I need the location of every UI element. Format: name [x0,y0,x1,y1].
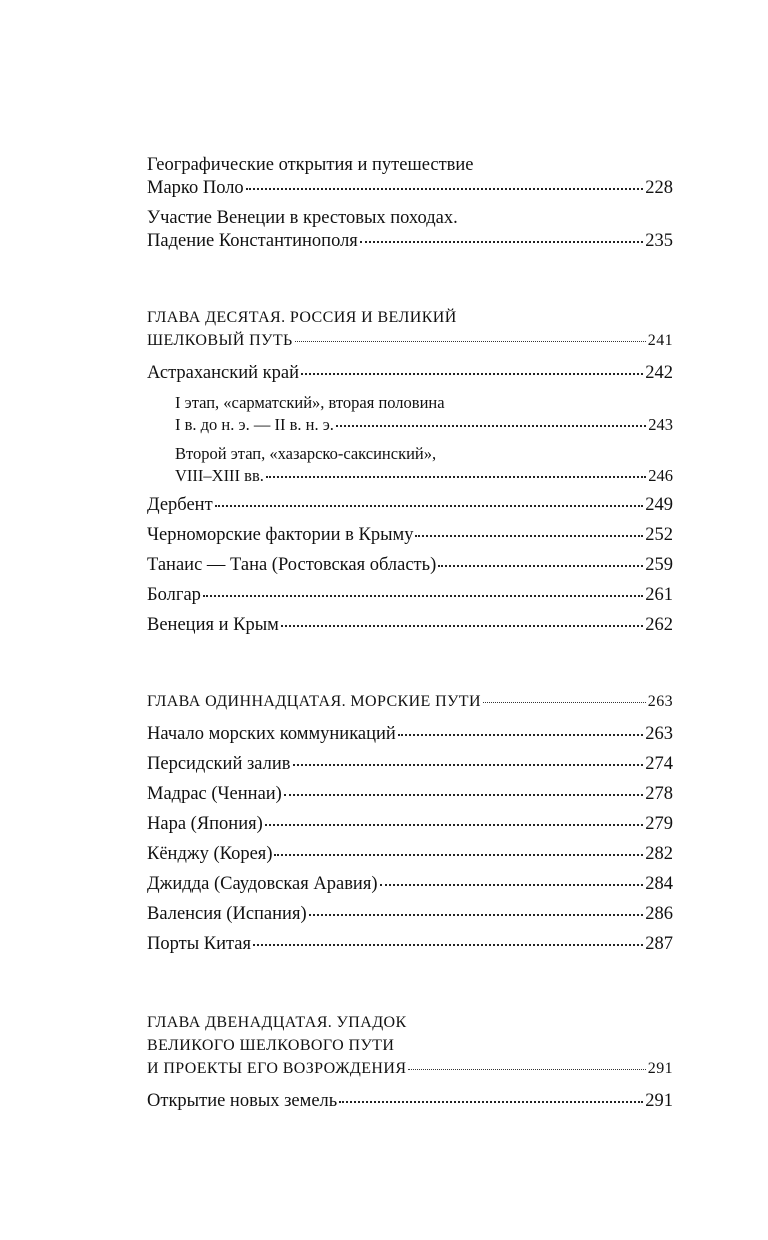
entry-leader-row [147,524,673,547]
entry-leader-row [147,554,673,577]
toc-subentry [147,392,673,436]
toc-entry [147,783,673,806]
entry-title-line: Кёнджу (Корея) [147,844,273,864]
page-number: 286 [645,904,673,924]
entry-title-line: Астраханский край [147,363,299,383]
page-number: 243 [648,415,673,434]
page-number: 249 [645,495,673,515]
dot-leader [246,187,644,190]
entry-leader-row [147,329,673,352]
dot-leader [398,733,643,736]
toc-entry [147,933,673,956]
toc-entry [147,723,673,746]
entry-leader-row [147,230,673,253]
page-number: 263 [647,693,673,710]
entry-leader-row [147,933,673,956]
dot-leader [281,624,643,627]
toc-entry [147,154,673,200]
toc-entry [147,813,673,836]
page-number: 259 [645,555,673,575]
dot-leader [284,793,643,796]
entry-title-line: I в. до н. э. — II в. н. э. [175,415,334,434]
entry-title-line: Порты Китая [147,934,252,954]
chapter-heading [147,690,673,713]
entry-title-line: Венеция и Крым [147,615,279,635]
entry-leader-row [175,465,673,487]
page-number: 228 [645,178,673,198]
entry-title-line: Персидский залив [147,754,291,774]
entry-title-line: Падение Константинополя [147,231,358,251]
entry-leader-row [147,753,673,776]
toc-entry [147,753,673,776]
dot-leader [215,504,644,507]
page-number: 291 [645,1091,673,1111]
entry-title-line: I этап, «сарматский», вторая половина [175,393,445,412]
page-number: 279 [645,814,673,834]
entry-leader-row [147,843,673,866]
dot-leader [301,372,643,375]
toc-entry [147,614,673,637]
page-number: 282 [645,844,673,864]
entry-title-line: Джидда (Саудовская Аравия) [147,874,378,894]
entry-title-line: Географические открытия и путешествие [147,155,474,175]
entry-leader-row [147,614,673,637]
entry-leader-row [147,813,673,836]
section-spacer [147,260,673,306]
entry-title-line: Валенсия (Испания) [147,904,307,924]
section-spacer [147,963,673,1011]
toc-entry [147,584,673,607]
entry-leader-row [147,783,673,806]
entry-title-line: Дербент [147,495,213,515]
toc-entry [147,843,673,866]
dot-leader [309,913,644,916]
entry-leader-row [147,177,673,200]
entry-leader-row [175,414,673,436]
entry-title-line: ГЛАВА ДЕСЯТАЯ. РОССИЯ И ВЕЛИКИЙ [147,309,457,326]
entry-title-line: Танаис — Тана (Ростовская область) [147,555,437,575]
page-number: 262 [645,615,673,635]
entry-leader-row [147,1090,673,1113]
entry-title-line: Участие Венеции в крестовых походах. [147,208,458,228]
entry-title-line: Марко Поло [147,178,244,198]
page-number: 278 [645,784,673,804]
entry-title-line: Черноморские фактории в Крыму [147,525,414,545]
entry-leader-row [147,494,673,517]
entry-title-line: И ПРОЕКТЫ ЕГО ВОЗРОЖДЕНИЯ [147,1060,407,1077]
dot-leader [266,475,646,478]
entry-leader-row [147,1057,673,1080]
toc-entry [147,1090,673,1113]
entry-title-line: ВЕЛИКОГО ШЕЛКОВОГО ПУТИ [147,1037,395,1054]
dot-leader [380,883,644,886]
entry-title-line: ГЛАВА ДВЕНАДЦАТАЯ. УПАДОК [147,1014,407,1031]
chapter-heading [147,306,673,352]
dot-leader [415,534,643,537]
section-spacer [147,644,673,690]
dot-leader [203,594,643,597]
entry-leader-row [147,723,673,746]
page-number: 261 [645,585,673,605]
entry-leader-row [147,903,673,926]
table-of-contents [147,154,673,1120]
entry-title-line: ШЕЛКОВЫЙ ПУТЬ [147,332,293,349]
dot-leader [360,240,643,243]
toc-subentry [147,443,673,487]
page-number: 274 [645,754,673,774]
toc-entry [147,524,673,547]
dot-leader [438,564,643,567]
entry-title-line: Мадрас (Ченнаи) [147,784,282,804]
page-number: 287 [645,934,673,954]
entry-title-line: VIII–XIII вв. [175,466,264,485]
entry-title-line: Болгар [147,585,201,605]
entry-title-line: Второй этап, «хазарско-саксинский», [175,444,437,463]
toc-entry [147,903,673,926]
toc-entry [147,494,673,517]
entry-leader-row [147,362,673,385]
entry-title-line: Начало морских коммуникаций [147,724,396,744]
dot-leader [274,853,643,856]
dot-leader [295,340,646,342]
entry-leader-row [147,873,673,896]
entry-title-line: ГЛАВА ОДИННАДЦАТАЯ. МОРСКИЕ ПУТИ [147,693,481,710]
dot-leader [265,823,643,826]
toc-entry [147,362,673,385]
toc-entry [147,554,673,577]
dot-leader [336,424,646,427]
page-number: 252 [645,525,673,545]
dot-leader [483,701,646,703]
page-number: 235 [645,231,673,251]
dot-leader [339,1100,643,1103]
entry-title-line: Открытие новых земель [147,1091,338,1111]
entry-leader-row [147,690,673,713]
page-number: 242 [645,363,673,383]
page-number: 263 [645,724,673,744]
dot-leader [293,763,644,766]
toc-entry [147,207,673,253]
chapter-heading [147,1011,673,1080]
page-number: 291 [647,1060,673,1077]
page-number: 284 [645,874,673,894]
entry-leader-row [147,584,673,607]
dot-leader [253,943,643,946]
toc-entry [147,873,673,896]
dot-leader [408,1068,645,1070]
page-number: 246 [648,466,673,485]
entry-title-line: Нара (Япония) [147,814,263,834]
page-number: 241 [647,332,673,349]
